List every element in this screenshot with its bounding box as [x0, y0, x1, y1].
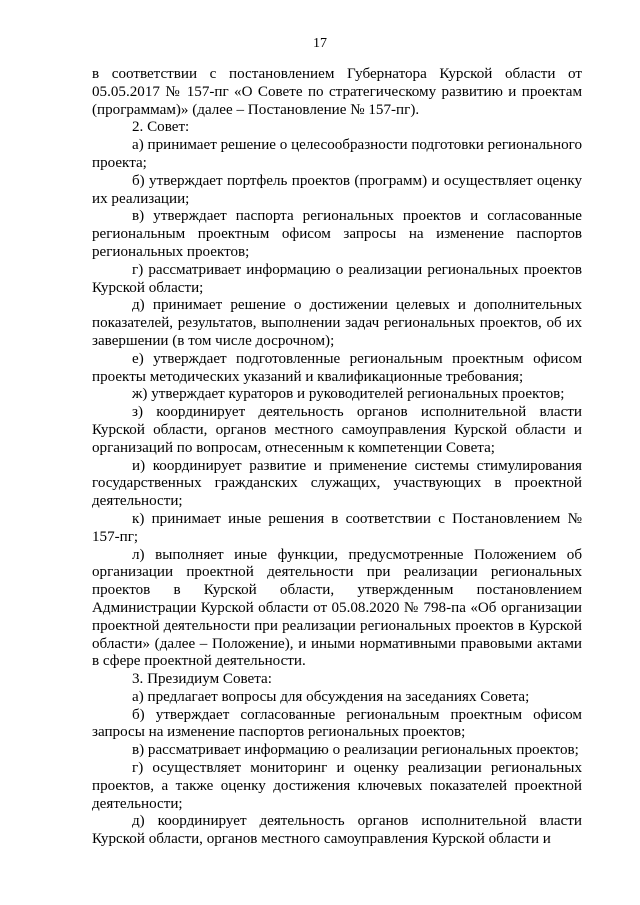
- paragraph: в) утверждает паспорта региональных проектов и согласованные региональным проектным офисом запросы на изменение паспортов региональных проектов;: [92, 208, 582, 260]
- paragraph: и) координирует развитие и применение системы стимулирования государственных гражданских служащих, участвующих в проектной деятельности;: [92, 457, 582, 510]
- paragraph: 3. Президиум Совета:: [132, 671, 272, 688]
- paragraph: ж) утверждает кураторов и руководителей региональных проектов;: [132, 386, 565, 403]
- paragraph: к) принимает иные решения в соответствии с Постановлением № 157-пг;: [92, 510, 582, 545]
- paragraph: б) утверждает портфель проектов (программ) и осуществляет оценку их реализации;: [92, 172, 582, 207]
- paragraph: з) координирует деятельность органов исполнительной власти Курской области, органов местного самоуправления Курской области и организаций по вопросам, отнесенным к компетенции Совета;: [92, 404, 582, 456]
- paragraph: д) координирует деятельность органов исполнительной власти Курской области, органов местного самоуправления Курской области и: [92, 813, 582, 848]
- paragraph: г) осуществляет мониторинг и оценку реализации региональных проектов, а также оценку достижения ключевых показателей проектной деятельности;: [92, 760, 582, 812]
- document-body: [92, 66, 582, 849]
- page-number: 17: [313, 36, 327, 51]
- paragraph: 2. Совет:: [132, 119, 190, 136]
- paragraph: в) рассматривает информацию о реализации региональных проектов;: [132, 742, 579, 759]
- paragraph: а) принимает решение о целесообразности подготовки регионального проекта;: [92, 137, 582, 171]
- paragraph: е) утверждает подготовленные региональным проектным офисом проекты методических указаний и квалификационные требования;: [92, 350, 582, 385]
- paragraph: л) выполняет иные функции, предусмотренные Положением об организации проектной деятельности при реализации региональных проектов в Курской области, утвержденным постановлением Администрации Курской области от 05.08.2020 № 798-па «Об организации проектной деятельности при реализации региональных проектов в Курской области» (далее – Положение), и иными нормативными правовыми актами в сфере проектной деятельности.: [92, 546, 582, 670]
- paragraph: в соответствии с постановлением Губернатора Курской области от 05.05.2017 № 157-пг «О Совете по стратегическому развитию и проектам (программам)» (далее – Постановление № 157-пг).: [92, 66, 582, 118]
- paragraph: д) принимает решение о достижении целевых и дополнительных показателей, результатов, выполнении задач региональных проектов, об их завершении (в том числе досрочном);: [92, 297, 582, 349]
- paragraph: г) рассматривает информацию о реализации региональных проектов Курской области;: [92, 261, 582, 296]
- paragraph: б) утверждает согласованные региональным проектным офисом запросы на изменение паспортов региональных проектов;: [92, 706, 582, 741]
- paragraph: а) предлагает вопросы для обсуждения на заседаниях Совета;: [132, 688, 530, 705]
